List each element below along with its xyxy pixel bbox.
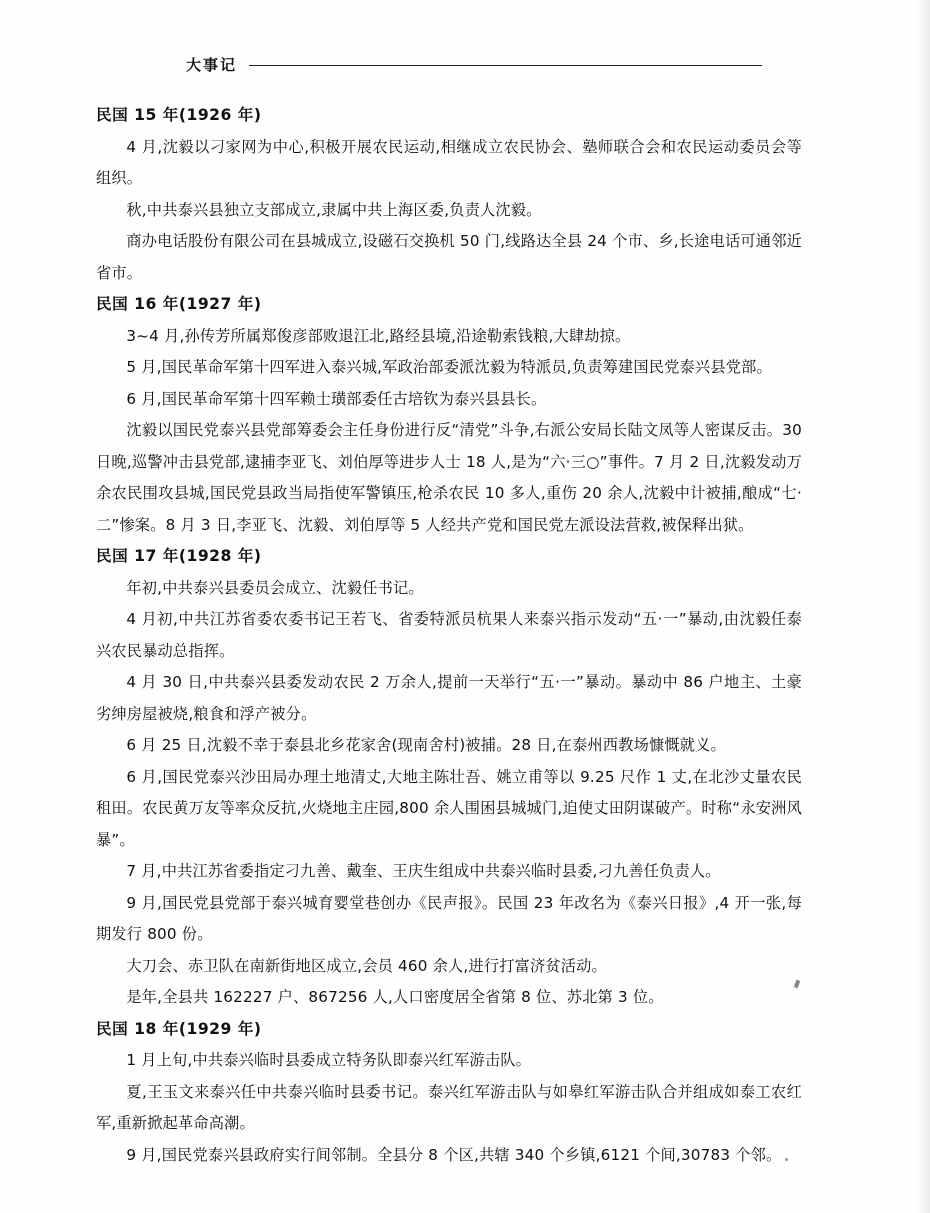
page-header (186, 52, 762, 76)
page-speck (785, 1158, 788, 1161)
header-rule (249, 65, 762, 66)
body-paragraph: 6 月,国民党泰兴沙田局办理土地清丈,大地主陈壮吾、姚立甫等以 9.25 尺作 1 丈,在北沙丈量农民租田。农民黄万友等率众反抗,火烧地主庄园,800 余人围困县城城门,迫使丈田阴谋破产。时称“永安洲风暴”。 (96, 767, 802, 849)
body-paragraph: 4 月初,中共江苏省委农委书记王若飞、省委特派员杭果人来泰兴指示发动“五·一”暴动,由沈毅任泰兴农民暴动总指挥。 (96, 610, 802, 660)
page-edge-shadow (916, 0, 930, 1213)
body-paragraph: 商办电话股份有限公司在县城成立,设磁石交换机 50 门,线路达全县 24 个市、乡,长途电话可通邻近省市。 (96, 232, 802, 282)
document-body (96, 100, 802, 1171)
body-paragraph: 沈毅以国民党泰兴县党部筹委会主任身份进行反“清党”斗争,右派公安局长陆文凤等人密谋反击。30 日晚,巡警冲击县党部,逮捕李亚飞、刘伯厚等进步人士 18 人,是为“六·三○”事件。7 月 2 日,沈毅发动万余农民围攻县城,国民党县政当局指使军警镇压,枪杀农民 10 多人,重伤 20 余人,沈毅中计被捕,酿成“七·二”惨案。8 月 3 日,李亚飞、沈毅、刘伯厚等 5 人经共产党和国民党左派设法营救,被保释出狱。 (96, 421, 802, 534)
section-heading: 民国 17 年(1928 年) (96, 547, 262, 565)
body-paragraph: 年初,中共泰兴县委员会成立、沈毅任书记。 (126, 578, 424, 597)
section-heading: 民国 18 年(1929 年) (96, 1019, 262, 1038)
body-paragraph: 5 月,国民革命军第十四军进入泰兴城,军政治部委派沈毅为特派员,负责筹建国民党泰兴县党部。 (126, 358, 772, 376)
body-paragraph: 7 月,中共江苏省委指定刁九善、戴奎、王庆生组成中共泰兴临时县委,刁九善任负责人。 (126, 862, 721, 880)
body-paragraph: 3~4 月,孙传芳所属郑俊彦部败退江北,路经县境,沿途勒索钱粮,大肆劫掠。 (126, 326, 631, 345)
body-paragraph: 6 月 25 日,沈毅不幸于泰县北乡花家舍(现南舍村)被捕。28 日,在泰州西教场慷慨就义。 (126, 736, 726, 754)
header-title: 大事记 (186, 55, 238, 74)
body-paragraph: 秋,中共泰兴县独立支部成立,隶属中共上海区委,负责人沈毅。 (126, 200, 542, 219)
body-paragraph: 9 月,国民党县党部于泰兴城育婴堂巷创办《民声报》。民国 23 年改名为《泰兴日报》,4 开一张,每期发行 800 份。 (96, 893, 802, 943)
body-paragraph: 是年,全县共 162227 户、867256 人,人口密度居全省第 8 位、苏北第 3 位。 (126, 988, 664, 1006)
body-paragraph: 4 月,沈毅以刁家网为中心,积极开展农民运动,相继成立农民协会、塾师联合会和农民运动委员会等组织。 (96, 137, 802, 187)
body-paragraph: 4 月 30 日,中共泰兴县委发动农民 2 万余人,提前一天举行“五·一”暴动。暴动中 86 户地主、土豪劣绅房屋被烧,粮食和浮产被分。 (96, 673, 802, 723)
body-paragraph: 9 月,国民党泰兴县政府实行间邻制。全县分 8 个区,共辖 340 个乡镇,6121 个间,30783 个邻。 (126, 1145, 782, 1164)
body-paragraph: 1 月上旬,中共泰兴临时县委成立特务队即泰兴红军游击队。 (126, 1051, 531, 1069)
section-heading: 民国 15 年(1926 年) (96, 106, 262, 124)
body-paragraph: 大刀会、赤卫队在南新街地区成立,会员 460 余人,进行打富济贫活动。 (126, 956, 607, 975)
body-paragraph: 6 月,国民革命军第十四军赖士璜部委任古培钦为泰兴县县长。 (126, 389, 547, 408)
body-paragraph: 夏,王玉文来泰兴任中共泰兴临时县委书记。泰兴红军游击队与如皋红军游击队合并组成如泰工农红军,重新掀起革命高潮。 (96, 1082, 802, 1132)
section-heading: 民国 16 年(1927 年) (96, 295, 262, 313)
